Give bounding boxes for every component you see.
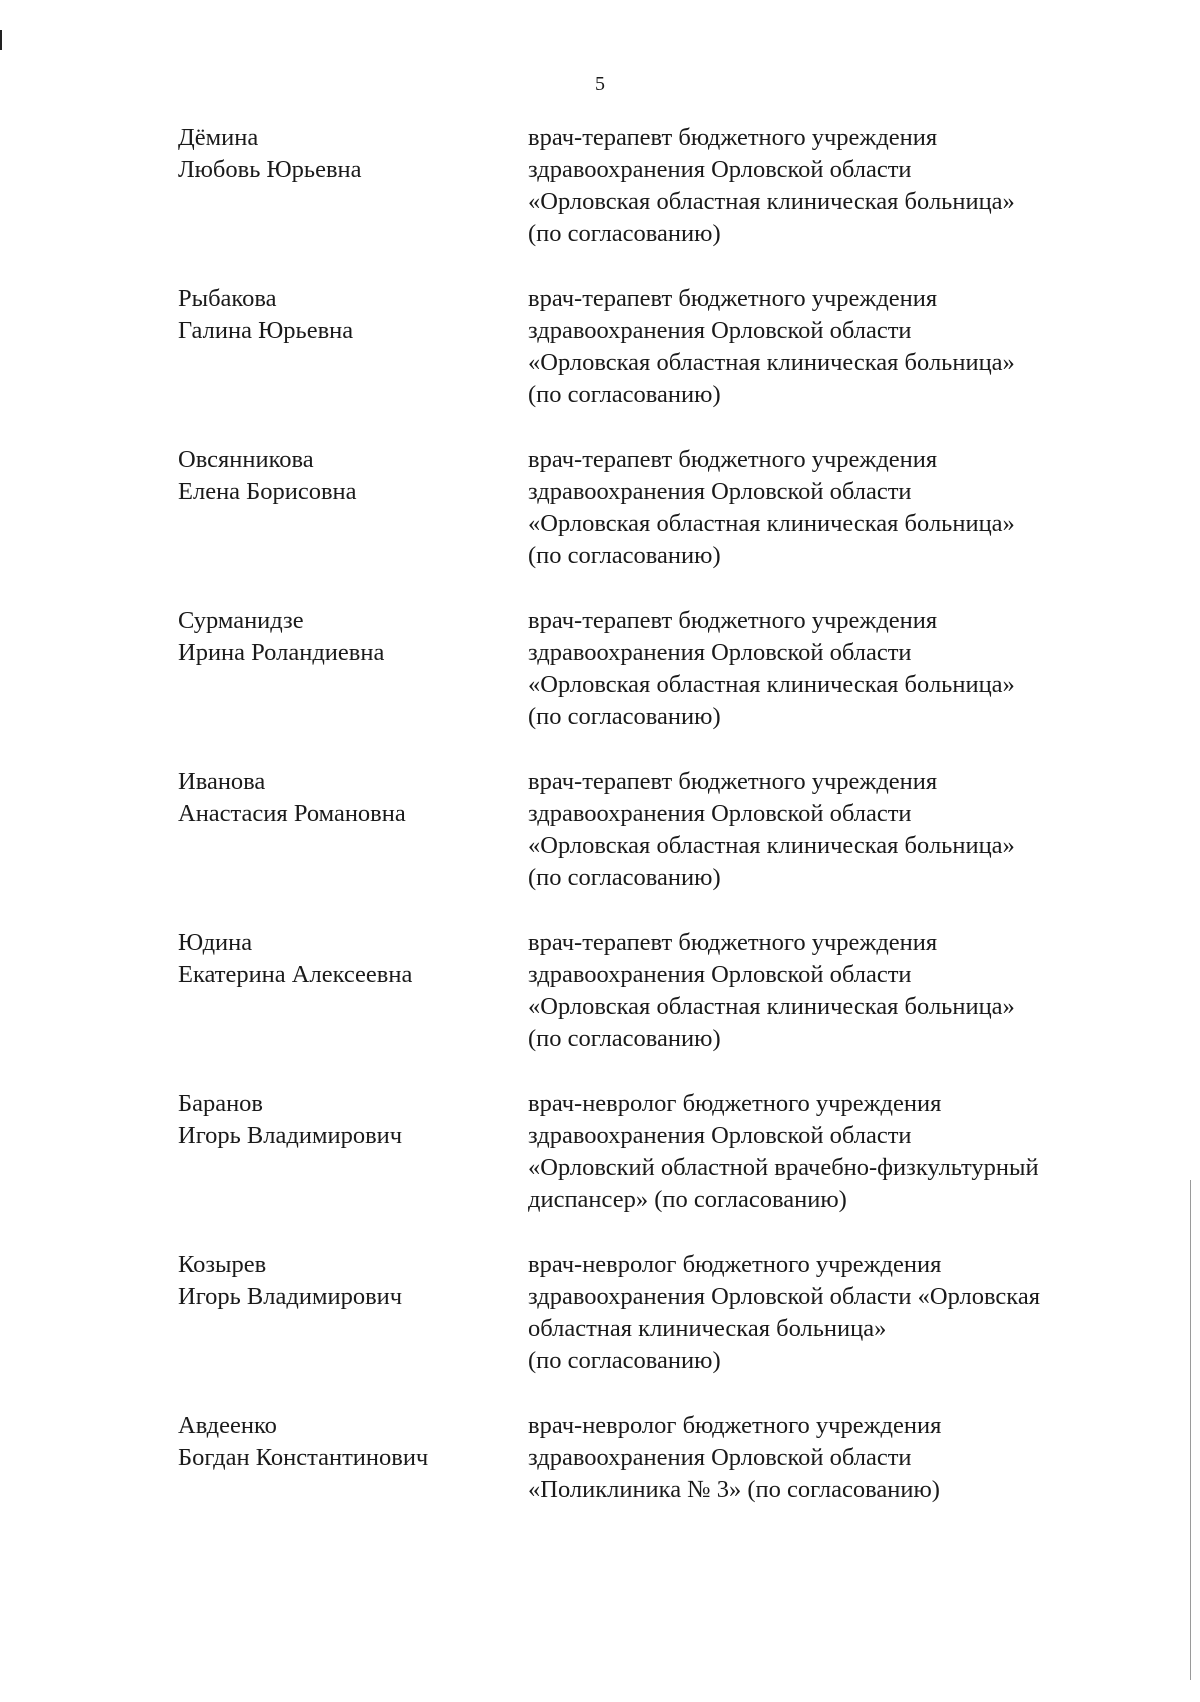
person-surname: Овсянникова	[178, 446, 314, 473]
person-surname: Юдина	[178, 929, 253, 956]
position-line: «Орловская областная клиническая больница»	[528, 349, 1015, 376]
person-position	[528, 122, 1128, 250]
person-given-name: Игорь Владимирович	[178, 1122, 403, 1149]
person-surname: Дёмина	[178, 124, 259, 151]
position-line: «Орловская областная клиническая больница»	[528, 671, 1015, 698]
person-position	[528, 444, 1128, 572]
position-line: врач-невролог бюджетного учреждения	[528, 1090, 942, 1117]
position-line: здравоохранения Орловской области	[528, 1444, 912, 1471]
person-name	[178, 605, 498, 669]
position-line: здравоохранения Орловской области	[528, 961, 912, 988]
person-name	[178, 927, 498, 991]
position-line: (по согласованию)	[528, 1347, 721, 1374]
list-item	[0, 442, 1200, 603]
list-item	[0, 120, 1200, 281]
person-given-name: Екатерина Алексеевна	[178, 961, 413, 988]
person-name	[178, 766, 498, 830]
person-name	[178, 283, 498, 347]
list-item	[0, 1086, 1200, 1247]
position-line: здравоохранения Орловской области	[528, 317, 912, 344]
position-line: «Орловская областная клиническая больница»	[528, 832, 1015, 859]
person-name	[178, 444, 498, 508]
position-line: здравоохранения Орловской области «Орловская	[528, 1283, 1040, 1310]
position-line: «Орловская областная клиническая больница»	[528, 510, 1015, 537]
position-line: (по согласованию)	[528, 381, 721, 408]
person-surname: Баранов	[178, 1090, 263, 1117]
person-name	[178, 1088, 498, 1152]
person-given-name: Елена Борисовна	[178, 478, 357, 505]
person-given-name: Игорь Владимирович	[178, 1283, 403, 1310]
position-line: врач-терапевт бюджетного учреждения	[528, 124, 938, 151]
list-item	[0, 925, 1200, 1086]
person-given-name: Ирина Роландиевна	[178, 639, 385, 666]
position-line: здравоохранения Орловской области	[528, 800, 912, 827]
position-line: здравоохранения Орловской области	[528, 639, 912, 666]
position-line: (по согласованию)	[528, 220, 721, 247]
position-line: здравоохранения Орловской области	[528, 478, 912, 505]
person-name	[178, 122, 498, 186]
person-position	[528, 283, 1128, 411]
person-surname: Козырев	[178, 1251, 267, 1278]
person-surname: Иванова	[178, 768, 266, 795]
position-line: областная клиническая больница»	[528, 1315, 887, 1342]
position-line: врач-терапевт бюджетного учреждения	[528, 446, 938, 473]
position-line: врач-терапевт бюджетного учреждения	[528, 607, 938, 634]
person-name	[178, 1410, 498, 1474]
position-line: «Орловская областная клиническая больница»	[528, 188, 1015, 215]
position-line: диспансер» (по согласованию)	[528, 1186, 847, 1213]
position-line: врач-невролог бюджетного учреждения	[528, 1412, 942, 1439]
list-item	[0, 764, 1200, 925]
person-given-name: Галина Юрьевна	[178, 317, 354, 344]
position-line: врач-терапевт бюджетного учреждения	[528, 285, 938, 312]
person-surname: Сурманидзе	[178, 607, 304, 634]
person-position	[528, 1410, 1128, 1506]
position-line: «Орловская областная клиническая больница»	[528, 993, 1015, 1020]
position-line: врач-терапевт бюджетного учреждения	[528, 768, 938, 795]
person-surname: Авдеенко	[178, 1412, 277, 1439]
position-line: «Поликлиника № 3» (по согласованию)	[528, 1476, 940, 1503]
person-position	[528, 1088, 1128, 1216]
person-position	[528, 766, 1128, 894]
list-item	[0, 281, 1200, 442]
position-line: врач-терапевт бюджетного учреждения	[528, 929, 938, 956]
person-given-name: Богдан Константинович	[178, 1444, 429, 1471]
person-given-name: Любовь Юрьевна	[178, 156, 362, 183]
page-number: 5	[595, 73, 605, 95]
person-position	[528, 927, 1128, 1055]
list-item	[0, 1408, 1200, 1569]
list-item	[0, 1247, 1200, 1408]
list-item	[0, 603, 1200, 764]
position-line: здравоохранения Орловской области	[528, 1122, 912, 1149]
person-position	[528, 1249, 1128, 1377]
person-given-name: Анастасия Романовна	[178, 800, 406, 827]
person-name	[178, 1249, 498, 1313]
position-line: врач-невролог бюджетного учреждения	[528, 1251, 942, 1278]
position-line: здравоохранения Орловской области	[528, 156, 912, 183]
position-line: «Орловский областной врачебно-физкультурный	[528, 1154, 1039, 1181]
person-position	[528, 605, 1128, 733]
members-list	[0, 120, 1200, 1569]
position-line: (по согласованию)	[528, 542, 721, 569]
position-line: (по согласованию)	[528, 703, 721, 730]
position-line: (по согласованию)	[528, 864, 721, 891]
position-line: (по согласованию)	[528, 1025, 721, 1052]
person-surname: Рыбакова	[178, 285, 277, 312]
scan-artifact-mark	[0, 30, 2, 50]
